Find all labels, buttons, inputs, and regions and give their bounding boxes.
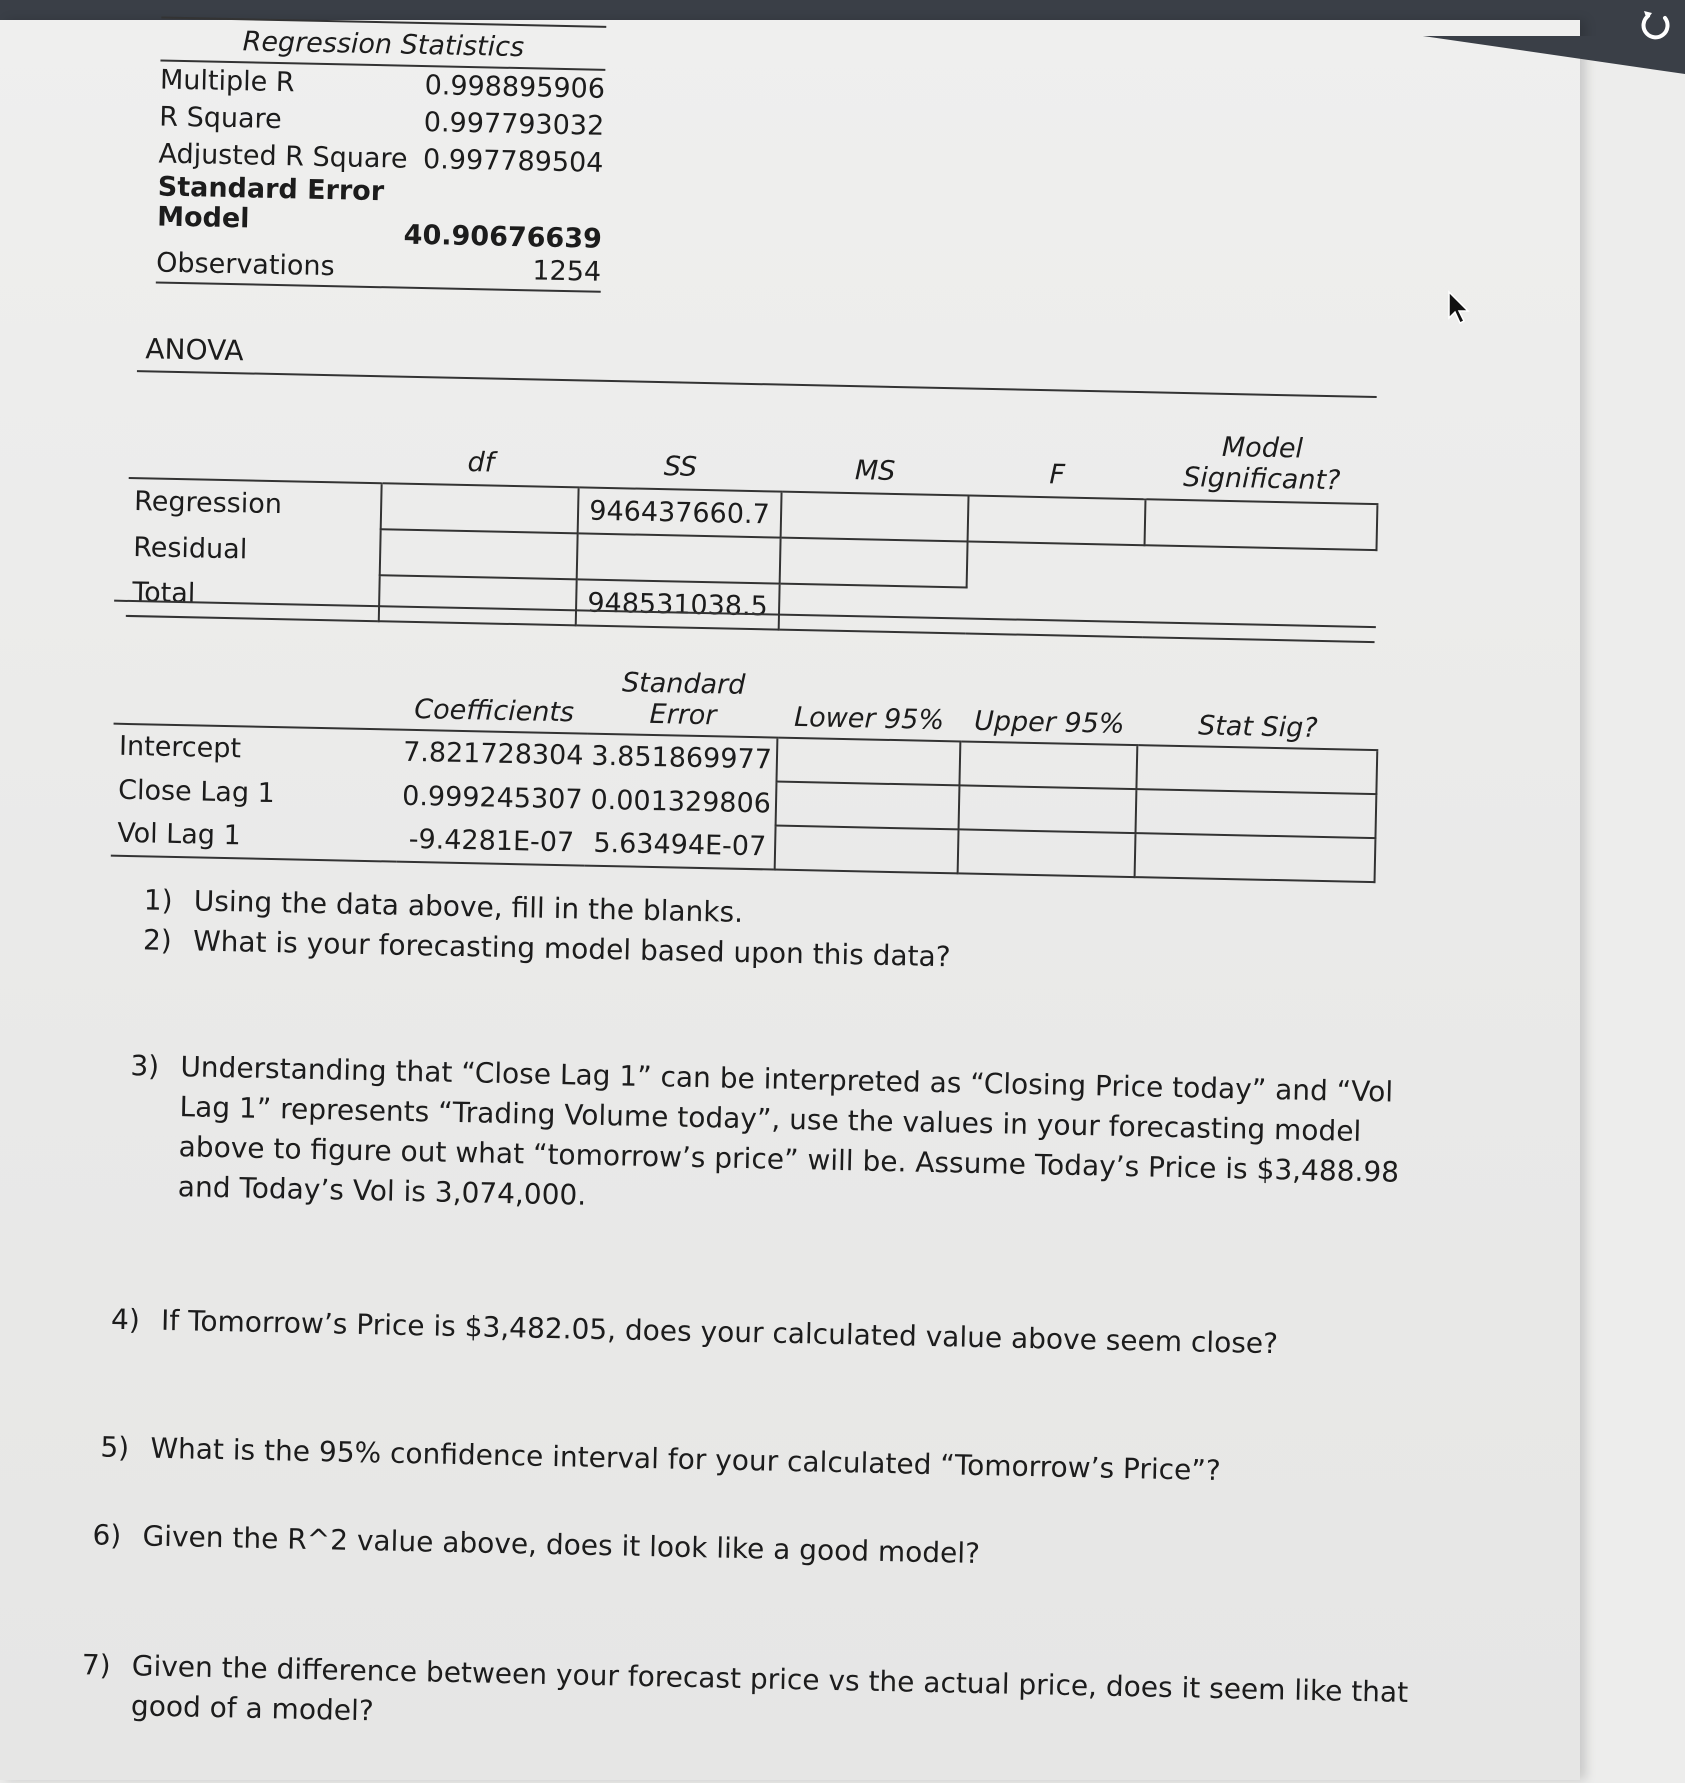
anova-row-label: Regression bbox=[133, 486, 283, 521]
question-number: 4) bbox=[110, 1302, 141, 1337]
question-number: 1) bbox=[143, 883, 173, 917]
question-text: Given the difference between your forecast price vs the actual price, does it seem like that good of a model? bbox=[130, 1649, 1409, 1728]
anova-empty-cell bbox=[1142, 591, 1375, 642]
coef-row-label: Intercept bbox=[118, 730, 242, 765]
anova-row-label: Residual bbox=[132, 531, 248, 565]
question-number: 2) bbox=[142, 923, 173, 957]
question-3 bbox=[127, 1046, 1420, 1233]
anova-row-label: Total bbox=[131, 577, 196, 610]
regression-statistics-table bbox=[156, 17, 606, 293]
anova-empty-cell bbox=[778, 584, 966, 634]
coef-value: -9.4281E-07 bbox=[408, 823, 575, 859]
rs-label: Observations bbox=[155, 247, 335, 283]
coef-stat-sig-cell[interactable] bbox=[1137, 745, 1378, 794]
anova-label: ANOVA bbox=[145, 332, 244, 368]
coef-lower-95-cell[interactable] bbox=[775, 782, 959, 830]
anova-empty-cell bbox=[966, 542, 1144, 592]
coef-header-blank bbox=[114, 648, 402, 730]
anova-ms-cell[interactable] bbox=[780, 492, 968, 542]
anova-header-f: F bbox=[968, 426, 1147, 500]
question-text: What is the 95% confidence interval for your calculated “Tomorrow’s Price”? bbox=[150, 1431, 1222, 1488]
rs-label: R Square bbox=[158, 101, 282, 136]
anova-empty-cell bbox=[1143, 545, 1376, 596]
coef-value: 0.999245307 bbox=[401, 780, 583, 816]
anova-df-cell[interactable] bbox=[381, 483, 579, 533]
anova-rule bbox=[137, 370, 1377, 398]
rs-value bbox=[602, 182, 603, 212]
rs-label: Standard Error bbox=[157, 171, 385, 208]
coef-header-coefficients: Coefficients bbox=[400, 654, 590, 734]
question-7 bbox=[81, 1645, 1472, 1754]
anova-df-cell[interactable] bbox=[380, 529, 578, 579]
anova-ms-cell[interactable] bbox=[779, 538, 967, 588]
rs-label: Multiple R bbox=[159, 64, 295, 99]
question-number: 5) bbox=[100, 1430, 130, 1465]
question-text: Understanding that “Close Lag 1” can be interpreted as “Closing Price today” and “Vol Lag 1” represents “Trading Volume today”, use the values in your forecasting model above to figure out what “tomorrow’s price” will be. Assume Today’s Price is $3,488.98 and Today’s Vol is 3,074,000. bbox=[177, 1050, 1400, 1212]
anova-ss-cell: 948531038.5 bbox=[576, 579, 779, 629]
regression-statistics-title: Regression Statistics bbox=[160, 17, 606, 71]
anova-header-blank bbox=[129, 408, 384, 483]
question-text: If Tomorrow’s Price is $3,482.05, does your calculated value above seem close? bbox=[160, 1303, 1279, 1361]
coef-row-label: Vol Lag 1 bbox=[116, 817, 242, 852]
coef-upper-95-cell[interactable] bbox=[957, 829, 1136, 877]
coef-stat-sig-cell[interactable] bbox=[1135, 833, 1376, 882]
anova-empty-cell bbox=[965, 588, 1143, 638]
anova-header-ss: SS bbox=[579, 417, 783, 491]
question-5 bbox=[100, 1428, 1351, 1494]
anova-df-cell[interactable] bbox=[379, 575, 577, 625]
coef-lower-95-cell[interactable] bbox=[775, 826, 959, 874]
coef-header-stat-sig: Stat Sig? bbox=[1138, 669, 1379, 750]
anova-f-cell[interactable] bbox=[967, 496, 1145, 546]
coef-header-lower-95: Lower 95% bbox=[777, 662, 961, 742]
question-text: Given the R^2 value above, does it look like a good model? bbox=[142, 1519, 981, 1571]
question-number: 6) bbox=[92, 1518, 122, 1553]
anova-ss-cell: 946437660.7 bbox=[578, 487, 781, 537]
coef-upper-95-cell[interactable] bbox=[959, 741, 1138, 789]
coef-stat-sig-cell[interactable] bbox=[1136, 789, 1377, 838]
coef-value: 7.821728304 bbox=[402, 736, 584, 772]
anova-table bbox=[126, 408, 1380, 643]
coefficients-table bbox=[111, 648, 1380, 883]
question-text: What is your forecasting model based upon this data? bbox=[192, 924, 951, 974]
anova-model-significant-cell[interactable] bbox=[1144, 499, 1377, 550]
coef-se-value: 3.851869977 bbox=[591, 740, 773, 776]
question-number: 3) bbox=[130, 1049, 160, 1083]
rs-row-observations bbox=[156, 244, 602, 292]
rs-label: Model bbox=[156, 201, 250, 235]
anova-header-model-significant: Model Significant? bbox=[1145, 429, 1379, 504]
coef-header-standard-error: Standard Error bbox=[588, 658, 779, 738]
rs-value: 0.997793032 bbox=[423, 107, 605, 142]
rs-value: 1254 bbox=[532, 255, 602, 288]
coef-header-upper-95: Upper 95% bbox=[960, 665, 1139, 745]
anova-header-ms: MS bbox=[781, 422, 970, 496]
question-6 bbox=[92, 1515, 1343, 1581]
anova-header-df: df bbox=[382, 413, 581, 487]
rs-value: 0.998895906 bbox=[424, 70, 606, 105]
coef-row-label: Close Lag 1 bbox=[117, 774, 276, 809]
rs-label: Adjusted R Square bbox=[158, 138, 408, 175]
question-4 bbox=[111, 1300, 1362, 1366]
rs-value: 0.997789504 bbox=[422, 144, 604, 179]
coef-se-value: 0.001329806 bbox=[590, 784, 772, 819]
coef-upper-95-cell[interactable] bbox=[958, 785, 1137, 833]
coef-se-value: 5.63494E-07 bbox=[593, 827, 767, 863]
question-text: Using the data above, fill in the blanks. bbox=[193, 884, 744, 929]
coef-lower-95-cell[interactable] bbox=[776, 738, 960, 786]
question-number: 7) bbox=[81, 1648, 111, 1682]
anova-ss-cell[interactable] bbox=[577, 533, 780, 583]
rs-value: 40.90676639 bbox=[403, 219, 603, 255]
